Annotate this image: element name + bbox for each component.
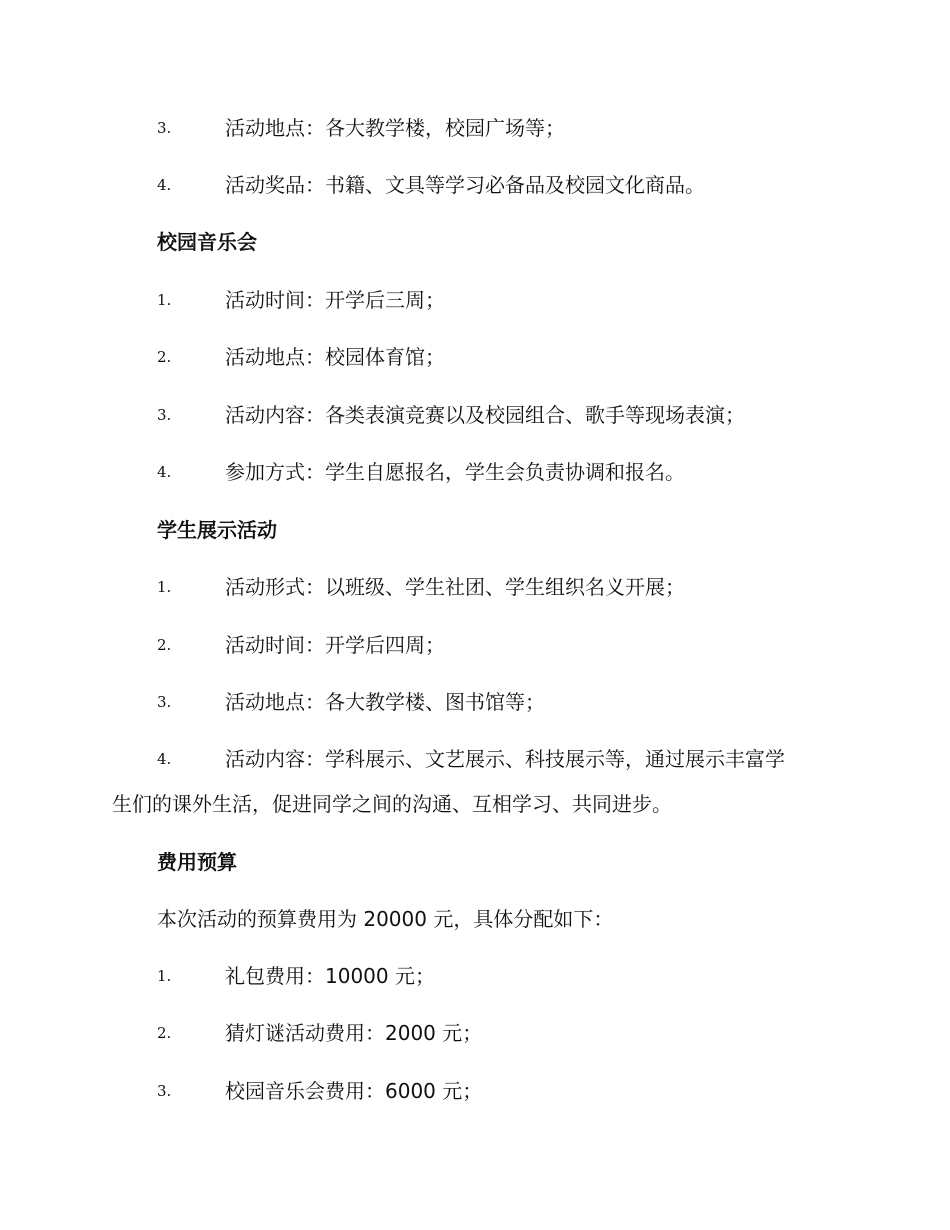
list-number: 1. bbox=[157, 578, 172, 596]
list-text: 活动地点：各大教学楼，校园广场等； bbox=[225, 116, 565, 140]
list-text: 活动时间：开学后三周； bbox=[225, 288, 445, 312]
list-item bbox=[0, 739, 950, 779]
list-number: 4. bbox=[157, 176, 172, 194]
list-item bbox=[0, 1013, 950, 1053]
list-number: 2. bbox=[157, 636, 172, 654]
list-text: 活动内容：学科展示、文艺展示、科技展示等，通过展示丰富学 bbox=[225, 747, 785, 771]
list-number: 2. bbox=[157, 348, 172, 366]
section-heading-showcase: 学生展示活动 bbox=[157, 518, 277, 542]
list-item bbox=[0, 452, 950, 492]
list-text: 活动时间：开学后四周； bbox=[225, 633, 445, 657]
list-number: 4. bbox=[157, 463, 172, 481]
list-text: 活动内容：各类表演竞赛以及校园组合、歌手等现场表演； bbox=[225, 403, 745, 427]
list-text: 活动地点：各大教学楼、图书馆等； bbox=[225, 690, 545, 714]
list-item bbox=[0, 956, 950, 996]
list-text: 校园音乐会费用：6000 元； bbox=[225, 1079, 483, 1103]
list-number: 1. bbox=[157, 291, 172, 309]
section-heading-budget: 费用预算 bbox=[157, 850, 237, 874]
list-item bbox=[0, 395, 950, 435]
list-number: 4. bbox=[157, 750, 172, 768]
list-number: 3. bbox=[157, 693, 172, 711]
list-number: 2. bbox=[157, 1024, 172, 1042]
list-item bbox=[0, 625, 950, 665]
list-item bbox=[0, 280, 950, 320]
list-text: 礼包费用：10000 元； bbox=[225, 964, 435, 988]
list-text: 参加方式：学生自愿报名，学生会负责协调和报名。 bbox=[225, 460, 685, 484]
list-number: 3. bbox=[157, 1082, 172, 1100]
list-text: 活动奖品：书籍、文具等学习必备品及校园文化商品。 bbox=[225, 173, 705, 197]
list-item-continuation: 生们的课外生活，促进同学之间的沟通、互相学习、共同进步。 bbox=[112, 792, 672, 816]
budget-intro: 本次活动的预算费用为 20000 元，具体分配如下： bbox=[157, 907, 614, 931]
list-text: 猜灯谜活动费用：2000 元； bbox=[225, 1021, 483, 1045]
list-item bbox=[0, 1071, 950, 1111]
list-item bbox=[0, 337, 950, 377]
list-item bbox=[0, 108, 950, 148]
list-text: 活动地点：校园体育馆； bbox=[225, 345, 445, 369]
section-heading-music: 校园音乐会 bbox=[157, 230, 257, 254]
list-item bbox=[0, 165, 950, 205]
list-number: 3. bbox=[157, 119, 172, 137]
list-item bbox=[0, 567, 950, 607]
list-number: 1. bbox=[157, 967, 172, 985]
list-number: 3. bbox=[157, 406, 172, 424]
list-text: 活动形式：以班级、学生社团、学生组织名义开展； bbox=[225, 575, 685, 599]
list-item bbox=[0, 682, 950, 722]
